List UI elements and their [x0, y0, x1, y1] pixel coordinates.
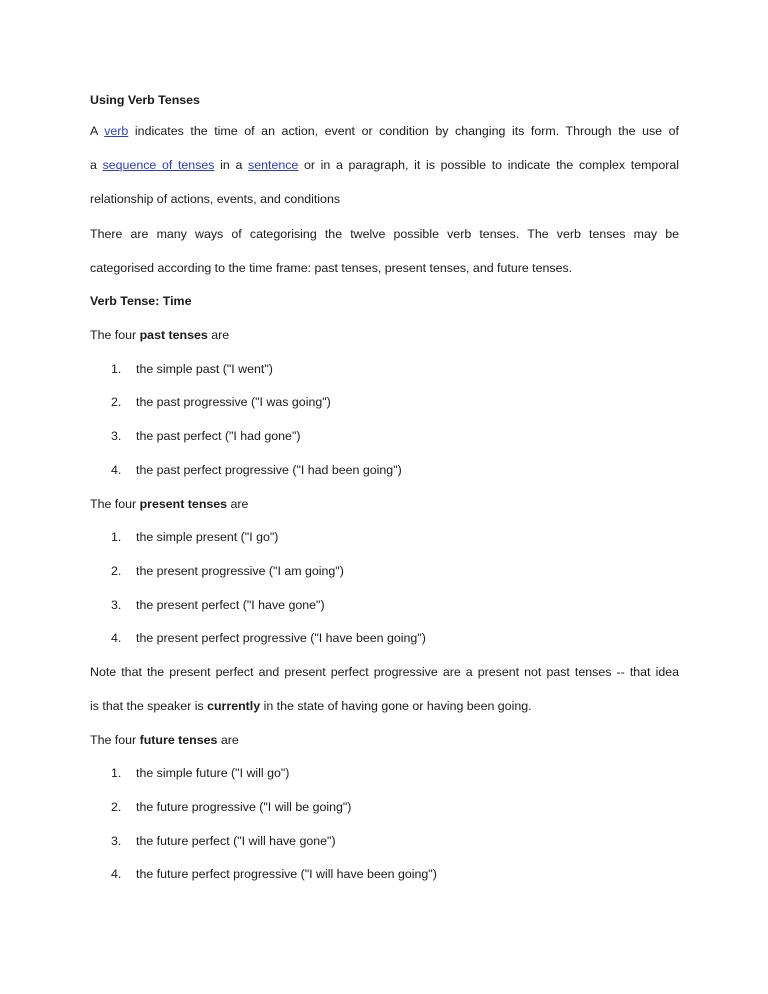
- sequence-of-tenses-link[interactable]: sequence of tenses: [102, 158, 215, 172]
- list-item: 2. the past progressive ("I was going"): [111, 395, 331, 409]
- list-item: 1. the simple present ("I go"): [111, 530, 279, 544]
- list-item: 2. the future progressive ("I will be going"): [111, 800, 352, 814]
- list-item: 1. the simple past ("I went"): [111, 362, 273, 376]
- page-title: Using Verb Tenses: [90, 93, 200, 107]
- list-item: 3. the past perfect ("I had gone"): [111, 429, 301, 443]
- past-tenses-intro: The four past tenses are: [90, 328, 230, 342]
- present-tenses-intro: The four present tenses are: [90, 497, 249, 511]
- categorising-line-2: categorised according to the time frame: past tenses, present tenses, and future tenses.: [90, 261, 573, 275]
- list-item: 3. the present perfect ("I have gone"): [111, 598, 325, 612]
- list-item: 3. the future perfect ("I will have gone"): [111, 834, 336, 848]
- intro-line-3: relationship of actions, events, and conditions: [90, 192, 341, 206]
- list-item: 4. the future perfect progressive ("I will have been going"): [111, 867, 437, 881]
- list-item: 2. the present progressive ("I am going"): [111, 564, 344, 578]
- list-item: 4. the past perfect progressive ("I had been going"): [111, 463, 402, 477]
- list-item: 1. the simple future ("I will go"): [111, 766, 290, 780]
- verb-link[interactable]: verb: [104, 124, 129, 138]
- note-line-2: is that the speaker is currently in the state of having gone or having been going.: [90, 699, 532, 713]
- sentence-link[interactable]: sentence: [248, 158, 299, 172]
- intro-line-1: A verb indicates the time of an action, event or condition by changing its form. Through the use of: [90, 124, 680, 138]
- intro-line-2: a sequence of tenses in a sentence or in a paragraph, it is possible to indicate the complex temporal: [90, 158, 679, 172]
- categorising-line-1: There are many ways of categorising the twelve possible verb tenses. The verb tenses may be: [90, 227, 679, 241]
- subheading: Verb Tense: Time: [90, 294, 192, 308]
- note-line-1: Note that the present perfect and present perfect progressive are a present not past tenses -- that idea: [90, 665, 679, 679]
- list-item: 4. the present perfect progressive ("I have been going"): [111, 631, 426, 645]
- future-tenses-intro: The four future tenses are: [90, 733, 239, 747]
